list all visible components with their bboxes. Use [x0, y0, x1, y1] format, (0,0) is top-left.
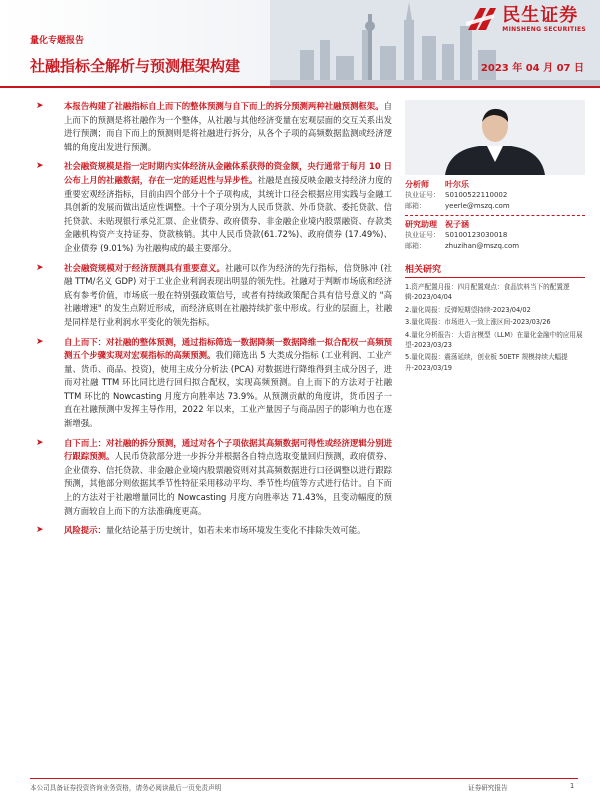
paragraph-lead: 自下而上：对社融的拆分预测，通过对各个子项依据其高频数据可得性或经济逻辑分别进行跟踪预测。	[64, 437, 392, 462]
analyst-email-row	[405, 201, 585, 212]
paragraph-body: 社融可以作为经济的先行指标，信贷脉冲 (社融 TTM/名义 GDP) 对于工业企业利润表现出明显的领先性。社融对于判断市场底和经济底有参考价值，市场底一般在特别强政策信号，或者有持续政策配合具有信号意义的 "高社融增速" 的发生点附近形成，而经济底则在社融持续扩张中形成。行业的层面上，社融是同样是行业利润水平变化的领先指标。	[64, 262, 392, 327]
report-date: 2023 年 04 月 07 日	[480, 63, 584, 74]
report-type-label: 量化专题报告	[30, 36, 85, 46]
assistant-role: 研究助理	[405, 220, 437, 229]
paragraph-lead: 风险提示：	[64, 525, 106, 536]
related-research-item[interactable]: 4.量化分析报告：大语言模型（LLM）在量化金融中的应用展望-2023/03/23	[405, 330, 583, 350]
assistant-name-row	[405, 219, 585, 230]
logo-name-en: MINSHENG SECURITIES	[502, 25, 586, 33]
paragraph-lead: 社会融资规模对于经济预测具有重要意义。	[64, 262, 225, 273]
paragraph-body: 自上而下的预测是将社融作为一个整体，从社融与其他经济变量在宏观层面的交互关系出发进行预测；而自下而上的预测则是将社融进行拆分，从各个子项的高频数据监测或经济逻辑的角度出发进行预测。	[64, 101, 392, 152]
paragraph-body: 我们筛选出 5 大类成分指标 (工业利润、工业产量、货币、商品、投资)，使用主成分分析法 (PCA) 对数据进行降维得到主成分因子，进而对社融 TTM 环比同比进行回归拟合配权，实现高频预测。自上而下的方法对于社融 TTM 环比的 Nowcasting 月度方向胜率达 73.9%。从预测贡献的角度讲，货币因子一直在社融预测中发挥主导作用，2022 年以来，工业产量因子与商品因子的影响力也在逐渐增强。	[64, 350, 392, 429]
related-research-item[interactable]: 2.量化周报：反弹短期望持续-2023/04/02	[405, 305, 531, 314]
header-divider	[0, 86, 600, 88]
logo-mark-icon	[464, 4, 498, 34]
analyst-cert-row	[405, 190, 585, 201]
related-research-list	[405, 282, 585, 373]
paragraph-lead: 社会融资规模是指一定时期内实体经济从金融体系获得的资金额，央行通常于每月 10 日公布上月的社融数据，存在一定的延迟性与异步性。	[64, 161, 392, 185]
analyst-portrait-icon	[405, 100, 585, 175]
related-research-item[interactable]: 5.量化周报：震荡延续，创业板 50ETF 规模持续大幅提升-2023/03/19	[405, 353, 568, 372]
footer-divider	[30, 778, 578, 779]
logo-name-cn: 民生证券	[502, 4, 579, 26]
bullet-arrow-icon: ➤	[36, 525, 44, 536]
cert-number: S0100522110002	[445, 191, 508, 199]
paragraph-body: 社融是直接反映金融支持经济力度的重要宏观经济指标，目前由四个部分十个子项构成，其统计口径会根据应用实践与金融工具创新的发展而做出适应性调整。十个子项分别为人民币贷款、外币贷款、委托贷款、信托贷款、未贴现银行承兑汇票、企业债券、政府债券、非金融企业境内股票融资、存款类金融机构资产支持证券、贷款核销。其中人民币贷款(61.72%)、政府债券 (17.49%)、企业债券 (9.01%) 为社融构成的最主要部分。	[64, 174, 393, 253]
paragraph-lead: 自上而下：对社融的整体预测，通过指标筛选一数据降频一数据降维一拟合配权一高频预测五个步骤实现对宏观指标的高频预测。	[64, 336, 392, 361]
analyst-photo	[405, 100, 585, 175]
analyst-name-row	[405, 179, 585, 190]
bullet-arrow-icon: ➤	[36, 161, 44, 172]
related-research-item[interactable]: 1.资产配置月报：四月配置观点：食品饮料当下的配置逻辑-2023/04/04	[405, 283, 570, 302]
bullet-arrow-icon: ➤	[36, 336, 44, 347]
summary-paragraph	[30, 437, 392, 519]
email-link[interactable]: yeerle@mszq.com	[445, 202, 510, 210]
page-number: 1	[570, 782, 575, 790]
paragraph-lead: 本报告构建了社融指标自上而下的整体预测与自下而上的拆分预测两种社融预测框架。	[64, 101, 384, 111]
bullet-arrow-icon: ➤	[36, 437, 44, 448]
related-research-item[interactable]: 3.量化周报：市场进入一致上涨区间-2023/03/26	[405, 318, 551, 327]
email-label: 邮箱：	[405, 202, 426, 210]
assistant-email-row	[405, 241, 585, 252]
sidebar	[405, 100, 585, 375]
footer-disclaimer: 本公司具备证券投资咨询业务资格，请务必阅读最后一页免责声明	[30, 784, 222, 792]
summary-paragraph	[30, 160, 392, 255]
minsheng-logo	[464, 4, 586, 34]
email-link[interactable]: zhuzihan@mszq.com	[445, 242, 520, 250]
paragraph-body: 人民币贷款部分进一步拆分并根据各自特点选取变量回归预测，政府债券、企业债券、信托贷款、非金融企业境内股票融资则对其高频数据进行口径调整以进行跟踪预测，其他部分则依据其季节性特征采用移动平均、季节性均值等方式进行估计。自下而上的方法对于社融增量同比的 Nowcasting 月度方向胜率达 71.43%，且变动幅度的预测方面较自上而下的方法准确度更高。	[64, 451, 392, 516]
summary-column	[30, 100, 392, 544]
email-label: 邮箱：	[405, 242, 426, 250]
footer-section: 证券研究报告	[468, 784, 508, 792]
summary-paragraph	[30, 262, 392, 330]
risk-warning-paragraph	[30, 524, 392, 538]
assistant-name: 祝子涵	[445, 220, 469, 229]
paragraph-body: 量化结论基于历史统计，如若未来市场环境发生变化不排除失效可能。	[105, 525, 366, 536]
summary-paragraph	[30, 336, 392, 431]
report-title: 社融指标全解析与预测框架构建	[30, 57, 241, 75]
bullet-arrow-icon: ➤	[36, 101, 44, 111]
summary-paragraph	[30, 100, 392, 154]
cert-label: 执业证号：	[405, 231, 440, 239]
cert-label: 执业证号：	[405, 191, 440, 199]
bullet-arrow-icon: ➤	[36, 262, 44, 273]
analyst-block	[405, 179, 585, 252]
analyst-name: 叶尔乐	[445, 180, 469, 189]
related-research-heading: 相关研究	[405, 262, 585, 278]
analyst-role: 分析师	[405, 180, 429, 189]
analyst-divider	[405, 215, 585, 216]
assistant-cert-row	[405, 230, 585, 241]
report-header	[0, 0, 600, 88]
cert-number: S0100123030018	[445, 231, 508, 239]
